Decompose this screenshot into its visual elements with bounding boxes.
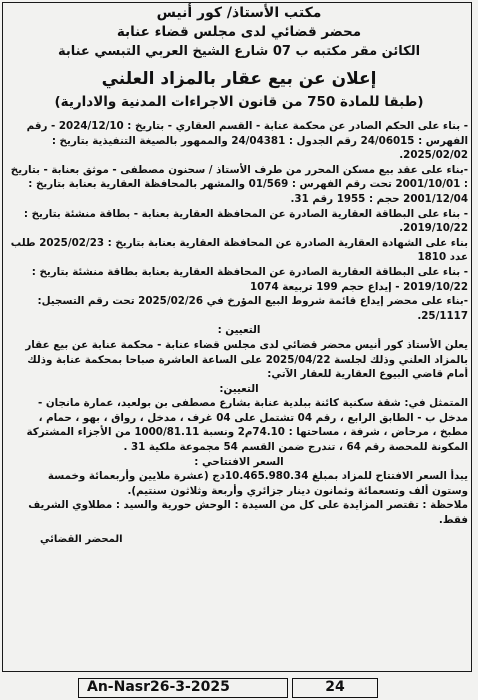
publication-info: An-Nasr26-3-2025 [78,678,288,698]
paragraph-conditions-deposit: -بناء على محضر إيداع قائمة شروط البيع المؤرخ في 2025/02/26 تحت رقم التسجيل: 25/1117. [37,295,468,322]
office-role: محضر قضائي لدى مجلس قضاء عنابة [116,24,362,40]
paragraph-sale-contract: -بناء على عقد بيع مسكن المحرر من طرف الأستاذ / سحنون مصطفى - موثق بعنابة - بتاريخ : 2001/10/01 تحت رقم الفهرس : 01/569 والمشهر بالمحافظة العقارية بعنابة بتاريخ : 2001/12/04 حجم : 1955 رقم 31. [10,163,468,205]
office-name: مكتب الأستاذ/ كور أنيس [156,5,322,21]
paragraph-price: يبدأ السعر الافتتاح للمزاد بمبلغ 10.465.980.34دج (عشرة ملايين وأربعمائة وخمسة وستون ألف وتسعمائة وثمانون دينار جزائري وأربعة وثلاثون سنتيم). [47,470,468,497]
announcement-content [10,4,468,545]
price-label: السعر الافتتاحي : [194,455,284,468]
page-number: 24 [292,678,378,698]
page-title: إعلان عن بيع عقار بالمزاد العلني [101,69,377,89]
paragraph-property-card: - بناء على البطاقة العقارية الصادرة عن المحافظة العقارية بعنابة - بطاقة منشئة بتاريخ : 2019/10/22. [23,207,468,235]
office-address: الكائن مقر مكتبه ب 07 شارع الشيخ العربي التبسي عنابة [57,44,421,59]
office-header [10,4,468,61]
paragraph-property-card-2: - بناء على البطاقة العقارية الصادرة عن المحافظة العقارية بعنابة بطاقة منشئة بتاريخ : 2019/10/22 - إيداع حجم 199 تربيعة 1074 [31,265,468,293]
designation-label: التعيين: [219,382,259,395]
footer [0,676,478,700]
page-subtitle: (طبقا للمادة 750 من قانون الاجراءات المدنية والادارية) [54,94,424,110]
paragraph-designation: المتمثل في: شقة سكنية كائنة ببلدية عنابة بشارع مصطفى بن بولعيد، عمارة مانجان - مدخل ب - الطابق الرابع ، رقم 04 تشتمل على 04 غرف ، مدخل ، رواق ، بهو ، حمام ، مطبخ ، مرحاض ، شرفة ، مساحتها : 74.10م2 ونسبة 1000/81.11 من الأجزاء المشتركة المكونة للمحصة رقم 64 ، تندرج ضمن القسم 54 مجموعة ملكية 31 . [26,397,468,454]
paragraph-property-certificate: بناء على الشهادة العقارية الصادرة عن المحافظة العقارية بعنابة بتاريخ : 2025/02/23 طلب عدد 1810 [10,236,468,264]
section-label: التعيين : [217,324,261,337]
paragraph-judgment: - بناء على الحكم الصادر عن محكمة عنابة - القسم العقاري - بتاريخ : 2024/12/10 - رقم الفهرس : 24/06015 رقم الجدول : 24/04381 والممهور بالصيغة التنفيذية بتاريخ : 2025/02/02. [26,120,468,162]
paragraph-announcement: يعلن الأستاذ كور أنيس محضر قضائي لدى مجلس قضاء عنابة - محكمة عنابة عن بيع عقار بالمزاد العلني وذلك لجلسة 2025/04/22 على الساعة العاشرة صباحا بمحكمة عنابة وذلك أمام قاضي البيوع العقارية للعقار الآتي: [25,338,468,381]
signature: المحضر القضائي [40,533,123,545]
paragraph-note: ملاحظة : تقتصر المزايدة على كل من السيدة : الوحش حورية والسيد : مطلاوي الشريف فقط. [28,499,468,527]
announcement-body [10,119,468,528]
